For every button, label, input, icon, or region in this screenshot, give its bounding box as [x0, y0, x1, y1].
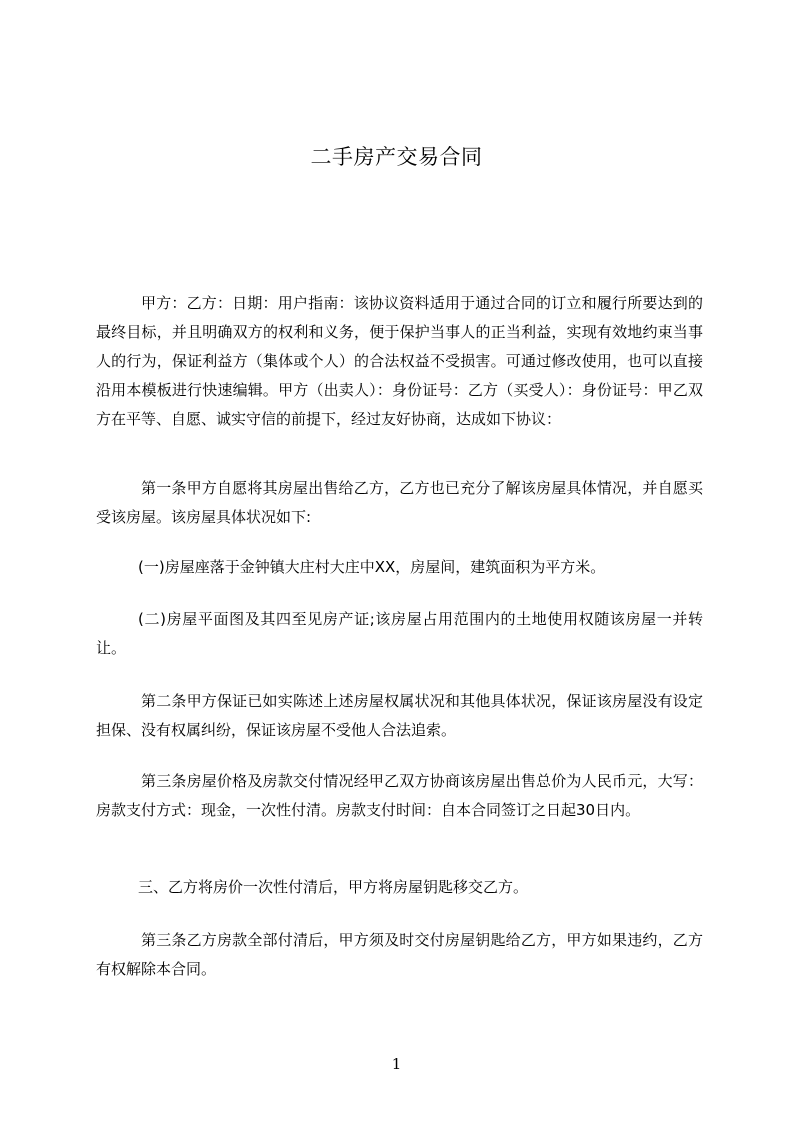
paragraph-article-3: 第三条房屋价格及房款交付情况经甲乙双方协商该房屋出售总价为人民币元，大写：房款支付方式：现金，一次性付清。房款支付时间：自本合同签订之日起30日内。	[96, 772, 703, 819]
paragraph-article-3b: 第三条乙方房款全部付清后，甲方须及时交付房屋钥匙给乙方，甲方如果违约，乙方有权解除本合同。	[96, 931, 703, 978]
page-title: 二手房产交易合同	[310, 145, 483, 169]
paragraph-item-1: (一)房屋座落于金钟镇大庄村大庄中XX，房屋间，建筑面积为平方米。	[138, 558, 606, 576]
paragraph-article-2: 第二条甲方保证已如实陈述上述房屋权属状况和其他具体状况，保证该房屋没有设定担保、没有权属纠纷，保证该房屋不受他人合法追索。	[96, 692, 703, 739]
page-number: 1	[391, 1055, 402, 1073]
paragraph-clause-3: 三、乙方将房价一次性付清后，甲方将房屋钥匙移交乙方。	[138, 878, 529, 896]
paragraph-article-1: 第一条甲方自愿将其房屋出售给乙方，乙方也已充分了解该房屋具体情况，并自愿买受该房屋。该房屋具体状况如下:	[96, 479, 703, 526]
paragraph-item-2: (二)房屋平面图及其四至见房产证;该房屋占用范围内的土地使用权随该房屋一并转让。	[96, 610, 703, 657]
paragraph-preamble: 甲方：乙方：日期：用户指南：该协议资料适用于通过合同的订立和履行所要达到的最终目标，并且明确双方的权利和义务，便于保护当事人的正当利益，实现有效地约束当事人的行为，保证利益方（集体或个人）的合法权益不受损害。可通过修改使用，也可以直接沿用本模板进行快速编辑。甲方（出卖人）：身份证号：乙方（买受人）：身份证号：甲乙双方在平等、自愿、诚实守信的前提下，经过友好协商，达成如下协议：	[96, 294, 703, 428]
